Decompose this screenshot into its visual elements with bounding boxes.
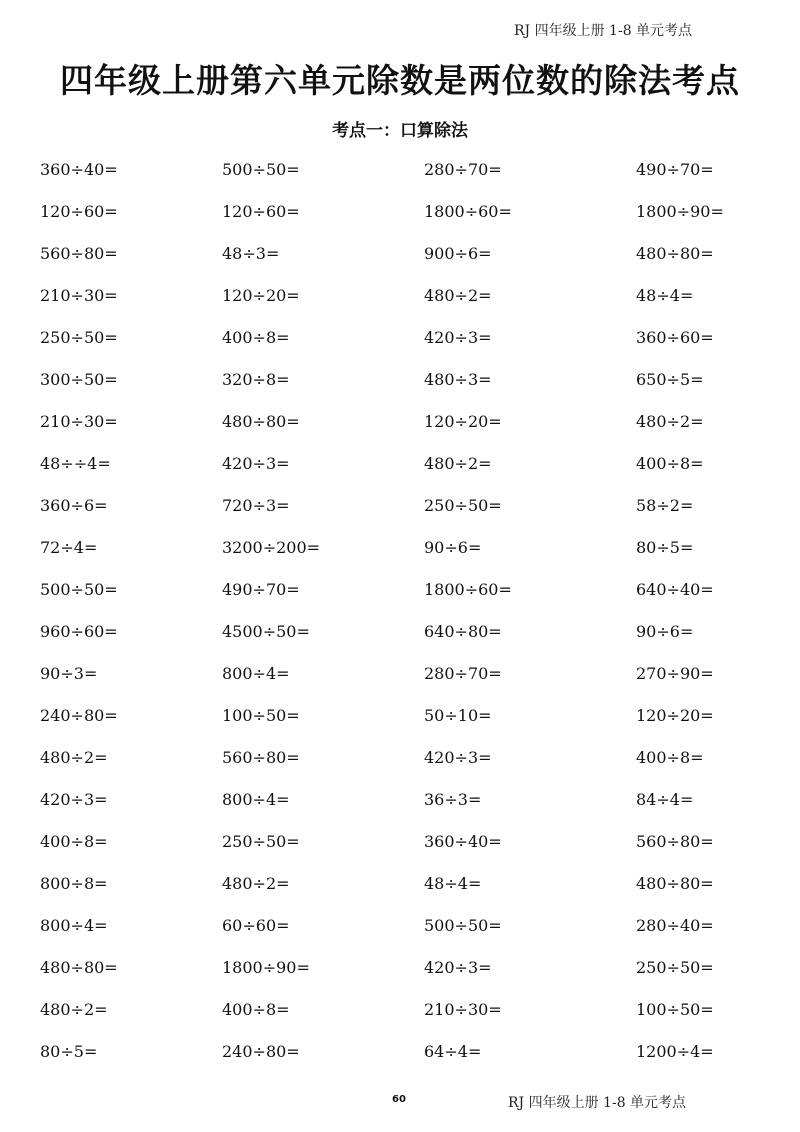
exercise-row bbox=[0, 158, 800, 200]
exercise-item: 280÷70= bbox=[424, 664, 502, 683]
exercise-item: 400÷8= bbox=[40, 832, 108, 851]
exercise-item: 560÷80= bbox=[636, 832, 714, 851]
exercise-item: 800÷4= bbox=[222, 664, 290, 683]
exercise-item: 250÷50= bbox=[636, 958, 714, 977]
exercise-row bbox=[0, 704, 800, 746]
exercise-row bbox=[0, 536, 800, 578]
exercise-item: 60÷60= bbox=[222, 916, 290, 935]
exercise-item: 480÷80= bbox=[40, 958, 118, 977]
exercise-item: 90÷6= bbox=[424, 538, 482, 557]
exercise-item: 420÷3= bbox=[424, 748, 492, 767]
exercise-item: 300÷50= bbox=[40, 370, 118, 389]
exercise-item: 84÷4= bbox=[636, 790, 694, 809]
exercise-row bbox=[0, 620, 800, 662]
section-title: 考点一：口算除法 bbox=[332, 121, 468, 141]
exercise-row bbox=[0, 368, 800, 410]
exercise-item: 210÷30= bbox=[40, 412, 118, 431]
exercise-item: 480÷2= bbox=[424, 286, 492, 305]
exercise-item: 36÷3= bbox=[424, 790, 482, 809]
exercise-item: 240÷80= bbox=[40, 706, 118, 725]
exercise-item: 420÷3= bbox=[40, 790, 108, 809]
exercise-grid bbox=[0, 158, 800, 1080]
page-number: 60 bbox=[392, 1094, 406, 1105]
exercise-item: 360÷6= bbox=[40, 496, 108, 515]
running-footer: RJ 四年级上册 1-8 单元考点 bbox=[508, 1095, 687, 1111]
exercise-item: 48÷÷4= bbox=[40, 454, 111, 473]
exercise-row bbox=[0, 746, 800, 788]
exercise-item: 800÷4= bbox=[222, 790, 290, 809]
exercise-item: 1800÷90= bbox=[636, 202, 724, 221]
exercise-item: 1800÷60= bbox=[424, 202, 512, 221]
exercise-item: 1200÷4= bbox=[636, 1042, 714, 1061]
exercise-item: 1800÷60= bbox=[424, 580, 512, 599]
exercise-item: 120÷20= bbox=[222, 286, 300, 305]
exercise-item: 720÷3= bbox=[222, 496, 290, 515]
exercise-item: 360÷40= bbox=[40, 160, 118, 179]
exercise-row bbox=[0, 872, 800, 914]
exercise-item: 650÷5= bbox=[636, 370, 704, 389]
exercise-item: 72÷4= bbox=[40, 538, 98, 557]
exercise-item: 400÷8= bbox=[222, 328, 290, 347]
exercise-item: 800÷4= bbox=[40, 916, 108, 935]
exercise-item: 120÷60= bbox=[222, 202, 300, 221]
exercise-item: 480÷2= bbox=[636, 412, 704, 431]
exercise-item: 640÷80= bbox=[424, 622, 502, 641]
exercise-item: 500÷50= bbox=[424, 916, 502, 935]
exercise-item: 800÷8= bbox=[40, 874, 108, 893]
exercise-item: 320÷8= bbox=[222, 370, 290, 389]
exercise-row bbox=[0, 1040, 800, 1080]
exercise-row bbox=[0, 326, 800, 368]
exercise-item: 90÷3= bbox=[40, 664, 98, 683]
exercise-item: 210÷30= bbox=[40, 286, 118, 305]
exercise-item: 80÷5= bbox=[40, 1042, 98, 1061]
exercise-item: 480÷80= bbox=[636, 244, 714, 263]
exercise-item: 1800÷90= bbox=[222, 958, 310, 977]
exercise-row bbox=[0, 242, 800, 284]
exercise-item: 250÷50= bbox=[40, 328, 118, 347]
exercise-item: 480÷2= bbox=[40, 748, 108, 767]
exercise-item: 100÷50= bbox=[636, 1000, 714, 1019]
exercise-item: 250÷50= bbox=[424, 496, 502, 515]
exercise-item: 4500÷50= bbox=[222, 622, 310, 641]
exercise-item: 560÷80= bbox=[40, 244, 118, 263]
exercise-item: 360÷40= bbox=[424, 832, 502, 851]
exercise-item: 280÷70= bbox=[424, 160, 502, 179]
exercise-row bbox=[0, 914, 800, 956]
exercise-row bbox=[0, 998, 800, 1040]
exercise-item: 270÷90= bbox=[636, 664, 714, 683]
exercise-item: 480÷80= bbox=[636, 874, 714, 893]
exercise-item: 480÷2= bbox=[40, 1000, 108, 1019]
exercise-item: 210÷30= bbox=[424, 1000, 502, 1019]
exercise-row bbox=[0, 200, 800, 242]
exercise-item: 400÷8= bbox=[636, 454, 704, 473]
exercise-row bbox=[0, 410, 800, 452]
exercise-item: 280÷40= bbox=[636, 916, 714, 935]
exercise-item: 48÷3= bbox=[222, 244, 280, 263]
exercise-row bbox=[0, 830, 800, 872]
exercise-item: 960÷60= bbox=[40, 622, 118, 641]
exercise-item: 480÷2= bbox=[424, 454, 492, 473]
exercise-item: 400÷8= bbox=[222, 1000, 290, 1019]
exercise-item: 64÷4= bbox=[424, 1042, 482, 1061]
exercise-item: 250÷50= bbox=[222, 832, 300, 851]
exercise-row bbox=[0, 956, 800, 998]
page-title: 四年级上册第六单元除数是两位数的除法考点 bbox=[60, 61, 740, 100]
exercise-item: 58÷2= bbox=[636, 496, 694, 515]
exercise-item: 400÷8= bbox=[636, 748, 704, 767]
exercise-item: 90÷6= bbox=[636, 622, 694, 641]
exercise-item: 120÷60= bbox=[40, 202, 118, 221]
exercise-item: 48÷4= bbox=[424, 874, 482, 893]
exercise-row bbox=[0, 494, 800, 536]
exercise-row bbox=[0, 284, 800, 326]
exercise-item: 360÷60= bbox=[636, 328, 714, 347]
exercise-item: 120÷20= bbox=[636, 706, 714, 725]
exercise-row bbox=[0, 578, 800, 620]
exercise-item: 120÷20= bbox=[424, 412, 502, 431]
exercise-item: 420÷3= bbox=[222, 454, 290, 473]
exercise-item: 48÷4= bbox=[636, 286, 694, 305]
exercise-item: 490÷70= bbox=[222, 580, 300, 599]
exercise-item: 100÷50= bbox=[222, 706, 300, 725]
exercise-item: 900÷6= bbox=[424, 244, 492, 263]
exercise-item: 480÷2= bbox=[222, 874, 290, 893]
exercise-row bbox=[0, 662, 800, 704]
exercise-item: 500÷50= bbox=[40, 580, 118, 599]
exercise-item: 80÷5= bbox=[636, 538, 694, 557]
exercise-item: 490÷70= bbox=[636, 160, 714, 179]
exercise-item: 50÷10= bbox=[424, 706, 492, 725]
exercise-item: 560÷80= bbox=[222, 748, 300, 767]
exercise-item: 3200÷200= bbox=[222, 538, 321, 557]
running-header: RJ 四年级上册 1-8 单元考点 bbox=[514, 23, 693, 39]
exercise-item: 500÷50= bbox=[222, 160, 300, 179]
exercise-item: 480÷80= bbox=[222, 412, 300, 431]
exercise-row bbox=[0, 788, 800, 830]
exercise-item: 420÷3= bbox=[424, 328, 492, 347]
exercise-item: 420÷3= bbox=[424, 958, 492, 977]
exercise-item: 640÷40= bbox=[636, 580, 714, 599]
exercise-item: 480÷3= bbox=[424, 370, 492, 389]
exercise-item: 240÷80= bbox=[222, 1042, 300, 1061]
exercise-row bbox=[0, 452, 800, 494]
